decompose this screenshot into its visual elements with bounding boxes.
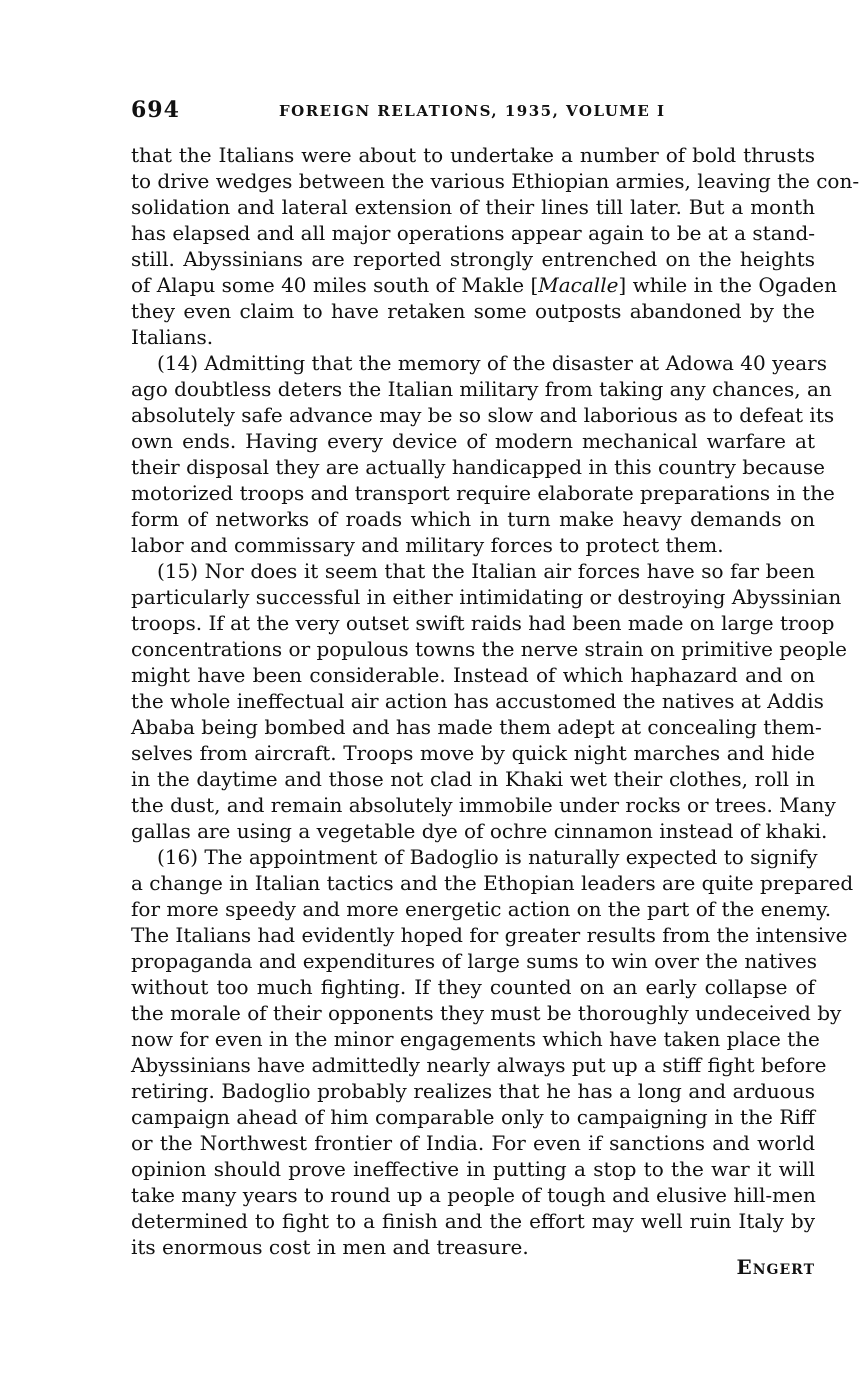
text-line: to drive wedges between the various Ethiopian armies, leaving the con- xyxy=(131,169,859,193)
text-line: take many years to round up a people of tough and elusive hill-men xyxy=(131,1183,816,1207)
text-line: of Alapu some 40 miles south of Makle [Macalle] while in the Ogaden xyxy=(131,273,837,297)
text-line: a change in Italian tactics and the Ethopian leaders are quite prepared xyxy=(131,871,854,895)
text-line: labor and commissary and military forces to protect them. xyxy=(131,533,724,557)
text-line: its enormous cost in men and treasure. xyxy=(131,1235,529,1259)
text-line: still. Abyssinians are reported strongly entrenched on the heights xyxy=(131,247,815,271)
text-line: concentrations or populous towns the nerve strain on primitive people xyxy=(131,637,848,661)
page-header xyxy=(131,97,815,127)
text-line: propaganda and expenditures of large sums to win over the natives xyxy=(131,949,817,973)
text-line: now for even in the minor engagements which have taken place the xyxy=(131,1027,820,1051)
text-line: the morale of their opponents they must be thoroughly undeceived by xyxy=(131,1001,842,1025)
body-text xyxy=(131,142,859,1260)
text-line: form of networks of roads which in turn make heavy demands on xyxy=(131,507,815,531)
text-line: opinion should prove ineffective in putting a stop to the war it will xyxy=(131,1157,815,1181)
text-line: solidation and lateral extension of their lines till later. But a month xyxy=(131,195,815,219)
text-line: particularly successful in either intimidating or destroying Abyssinian xyxy=(131,585,842,609)
text-line: retiring. Badoglio probably realizes that he has a long and arduous xyxy=(131,1079,815,1103)
text-line: without too much fighting. If they counted on an early collapse of xyxy=(131,975,815,999)
text-line: ago doubtless deters the Italian military from taking any chances, an xyxy=(131,377,832,401)
text-line: (15) Nor does it seem that the Italian air forces have so far been xyxy=(157,559,815,583)
text-line: own ends. Having every device of modern mechanical warfare at xyxy=(131,429,815,453)
page-number: 694 xyxy=(131,97,180,123)
text-line: in the daytime and those not clad in Khaki wet their clothes, roll in xyxy=(131,767,815,791)
text-line: (14) Admitting that the memory of the disaster at Adowa 40 years xyxy=(157,351,827,375)
text-line: The Italians had evidently hoped for greater results from the intensive xyxy=(131,923,848,947)
paragraph xyxy=(131,142,859,350)
text-line: has elapsed and all major operations appear again to be at a stand- xyxy=(131,221,816,245)
running-head: FOREIGN RELATIONS, 1935, VOLUME I xyxy=(279,102,666,120)
text-line: the dust, and remain absolutely immobile under rocks or trees. Many xyxy=(131,793,836,817)
text-line: Abyssinians have admittedly nearly always put up a stiff fight before xyxy=(131,1053,827,1077)
text-line: for more speedy and more energetic action on the part of the enemy. xyxy=(131,897,832,921)
text-line: gallas are using a vegetable dye of ochre cinnamon instead of khaki. xyxy=(131,819,828,843)
text-line: (16) The appointment of Badoglio is naturally expected to signify xyxy=(157,845,818,869)
text-line: Italians. xyxy=(131,325,214,349)
text-line: motorized troops and transport require elaborate preparations in the xyxy=(131,481,835,505)
text-line: that the Italians were about to undertake a number of bold thrusts xyxy=(131,143,815,167)
text-line: the whole ineffectual air action has accustomed the natives at Addis xyxy=(131,689,824,713)
signature: Engert xyxy=(736,1255,815,1279)
paragraph xyxy=(131,844,854,1260)
text-line: or the Northwest frontier of India. For even if sanctions and world xyxy=(131,1131,815,1155)
text-line: troops. If at the very outset swift raids had been made on large troop xyxy=(131,611,835,635)
paragraph xyxy=(131,350,835,558)
text-line: campaign ahead of him comparable only to campaigning in the Riff xyxy=(131,1105,815,1129)
text-line: might have been considerable. Instead of which haphazard and on xyxy=(131,663,815,687)
text-line: their disposal they are actually handicapped in this country because xyxy=(131,455,826,479)
text-line: determined to fight to a finish and the effort may well ruin Italy by xyxy=(131,1209,815,1233)
text-line: absolutely safe advance may be so slow and laborious as to defeat its xyxy=(131,403,835,427)
text-line: they even claim to have retaken some outposts abandoned by the xyxy=(131,299,815,323)
paragraph xyxy=(131,558,848,844)
text-line: selves from aircraft. Troops move by quick night marches and hide xyxy=(131,741,815,765)
text-line: Ababa being bombed and has made them adept at concealing them- xyxy=(131,715,822,739)
